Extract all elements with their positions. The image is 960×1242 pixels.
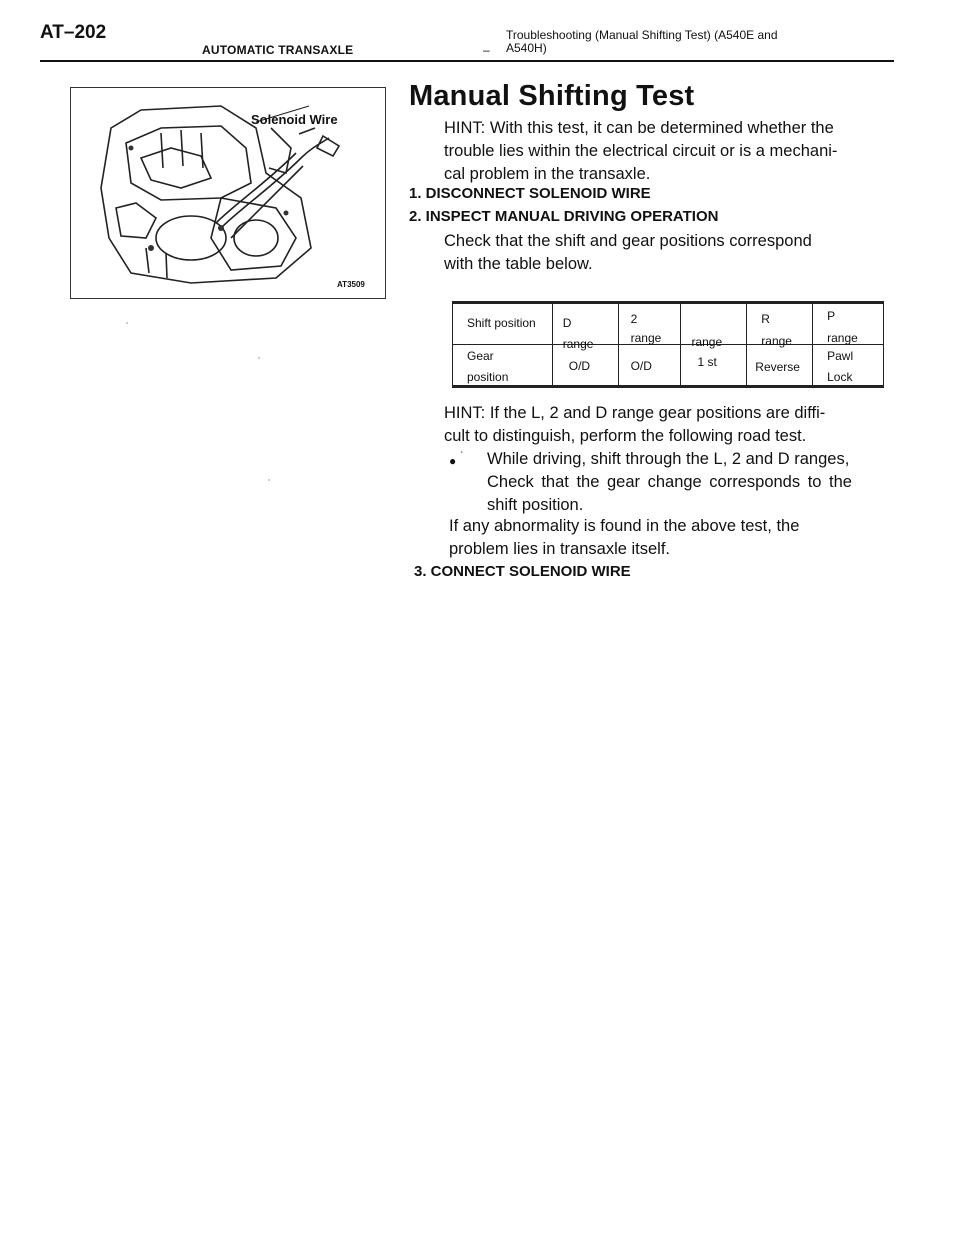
transaxle-figure (70, 87, 386, 299)
solenoid-wire-label: Solenoid Wire (251, 112, 338, 127)
shift-position-label: Shift position (467, 316, 536, 330)
table-header-gear-position (453, 345, 553, 387)
bullet-line-3: shift position. (487, 496, 584, 514)
gear-label-line-1: Gear (467, 349, 494, 363)
shift-2-label: 2 (630, 312, 638, 326)
abnormality-note (449, 515, 799, 561)
table-row-shift (453, 303, 884, 345)
abnormality-line-2: problem lies in transaxle itself. (449, 540, 671, 558)
table-cell-shift-2 (618, 303, 681, 345)
shift-position-table (452, 301, 884, 388)
table-cell-gear-2 (618, 345, 681, 387)
shift-r-range: range (761, 334, 792, 348)
hint-intro (444, 117, 837, 186)
table-header-shift-position (453, 303, 553, 345)
table-cell-gear-d (552, 345, 618, 387)
table-cell-shift-r (747, 303, 813, 348)
header-rule (40, 60, 894, 62)
hint-road-test-line-2: cult to distinguish, perform the following road test. (444, 427, 807, 445)
bullet-line-2: Check that the gear change corresponds to the (487, 473, 852, 491)
table-cell-shift-l (681, 303, 747, 349)
gear-r-value: Reverse (755, 360, 800, 374)
check-instruction (444, 230, 812, 276)
gear-d-value: O/D (568, 359, 591, 373)
page-heading-line-2: A540H) (506, 41, 547, 55)
section-heading: Manual Shifting Test (409, 80, 695, 112)
step-3: 3. CONNECT SOLENOID WIRE (414, 563, 631, 580)
step-2: 2. INSPECT MANUAL DRIVING OPERATION (409, 208, 719, 225)
check-line-2: with the table below. (444, 255, 593, 273)
table-row-gear (453, 345, 884, 387)
gear-label-line-2: position (467, 370, 509, 384)
check-line-1: Check that the shift and gear positions correspond (444, 232, 812, 250)
shift-2-range: range (630, 331, 662, 345)
table-cell-shift-p (813, 303, 884, 345)
shift-d-range: range (562, 337, 594, 351)
bullet-text (487, 448, 871, 517)
gear-2-value: O/D (630, 359, 652, 373)
header-separator: – (483, 43, 490, 57)
gear-p-value-line-1: Pawl (827, 349, 854, 363)
shift-p-label: P (827, 309, 836, 323)
bullet-tick-mark: ` (460, 451, 464, 462)
step-1: 1. DISCONNECT SOLENOID WIRE (409, 185, 651, 202)
hint-intro-line-3: cal problem in the transaxle. (444, 165, 651, 183)
table-cell-gear-r (747, 345, 813, 387)
table-cell-shift-d (552, 303, 618, 351)
shift-p-range: range (827, 331, 858, 345)
scan-speck (268, 479, 270, 481)
hint-intro-line-2: trouble lies within the electrical circuit or is a mechani- (444, 142, 838, 160)
table-cell-gear-l (681, 345, 747, 387)
hint-intro-line-1: HINT: With this test, it can be determined whether the (444, 119, 834, 137)
page-heading-line-1: Troubleshooting (Manual Shifting Test) (A540E and (506, 28, 778, 42)
bullet-dot-icon: ● (449, 454, 457, 468)
figure-code: AT3509 (337, 280, 365, 289)
page-number: AT–202 (40, 22, 107, 43)
shift-l-range: range (691, 335, 723, 349)
transaxle-drawing (71, 88, 385, 298)
gear-p-value-line-2: Lock (827, 370, 853, 384)
bullet-line-1: While driving, shift through the L, 2 and D ranges, (487, 450, 850, 468)
gear-l-value: 1 st (697, 355, 717, 369)
page-heading (506, 29, 806, 55)
shift-r-label: R (761, 312, 770, 326)
table-cell-gear-p (813, 345, 884, 387)
hint-road-test-line-1: HINT: If the L, 2 and D range gear positions are diffi- (444, 404, 826, 422)
scan-speck (258, 357, 260, 359)
section-title: AUTOMATIC TRANSAXLE (202, 43, 354, 57)
shift-d-label: D (562, 316, 572, 330)
abnormality-line-1: If any abnormality is found in the above test, the (449, 517, 800, 535)
hint-road-test (444, 402, 825, 448)
scan-speck (126, 322, 128, 324)
